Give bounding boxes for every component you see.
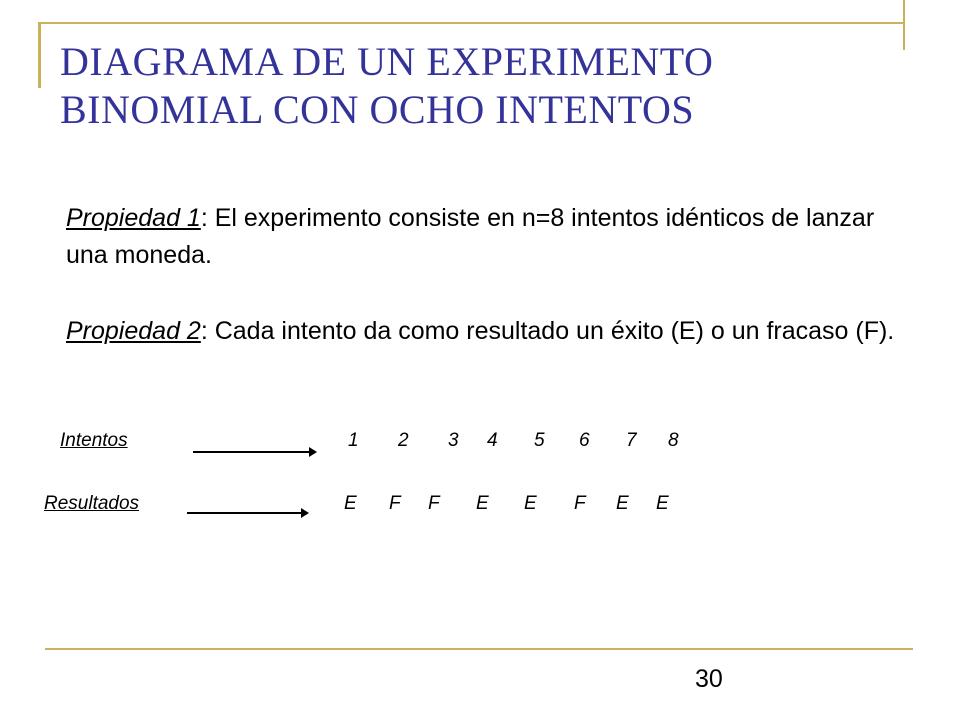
property-1 (66, 200, 896, 274)
result-letter: E (524, 493, 537, 514)
slide-title (60, 38, 890, 134)
result-letter: E (344, 493, 357, 514)
results-sequence (0, 493, 960, 517)
trial-number: 3 (448, 430, 459, 451)
right-rule (903, 0, 905, 50)
result-letter: E (656, 493, 669, 514)
property-1-text: : El experimento consiste en n=8 intentos idénticos de lanzar una moneda. (66, 204, 875, 269)
trial-number: 6 (579, 430, 590, 451)
top-rule (40, 22, 905, 24)
property-2-label: Propiedad 2 (66, 317, 201, 345)
results-label: Resultados (44, 493, 140, 514)
page-number: 30 (695, 665, 723, 693)
trial-number: 5 (534, 430, 545, 451)
left-rule (38, 22, 41, 88)
trial-number: 2 (398, 430, 409, 451)
title-line-2: BINOMIAL CON OCHO INTENTOS (60, 87, 695, 132)
title-line-1: DIAGRAMA DE UN EXPERIMENTO (60, 39, 714, 84)
property-2 (66, 313, 896, 350)
result-letter: F (574, 493, 586, 514)
property-1-label: Propiedad 1 (66, 204, 201, 232)
trial-number: 8 (668, 430, 679, 451)
trials-sequence (0, 430, 960, 454)
result-letter: E (616, 493, 629, 514)
result-letter: F (428, 493, 440, 514)
trial-number: 4 (487, 430, 498, 451)
result-letter: F (389, 493, 401, 514)
bottom-rule (45, 648, 913, 650)
trials-label: Intentos (60, 430, 128, 451)
trial-number: 7 (626, 430, 637, 451)
result-letter: E (476, 493, 489, 514)
trial-number: 1 (348, 430, 359, 451)
property-2-text: : Cada intento da como resultado un éxito (E) o un fracaso (F). (200, 317, 895, 345)
